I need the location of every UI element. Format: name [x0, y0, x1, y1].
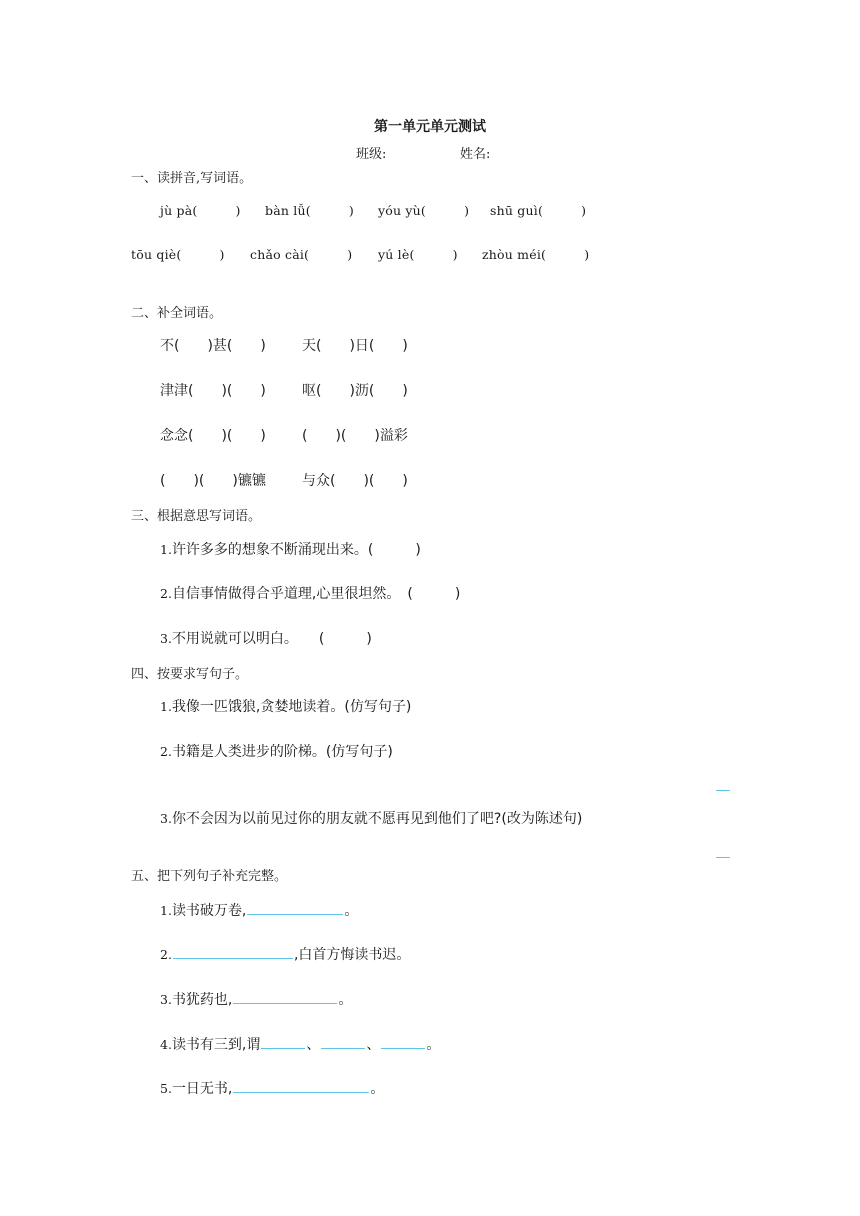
question-number: 3.	[160, 992, 172, 1007]
question-item	[160, 741, 393, 761]
pinyin-item: zhòu méi( )	[482, 247, 590, 262]
question-number: 3.	[160, 631, 172, 646]
fill-after: ,白首方悔读书迟。	[293, 947, 411, 963]
question-number: 1.	[160, 542, 172, 557]
idiom-item: 津津( )( )	[160, 383, 266, 399]
fill-item	[160, 944, 410, 964]
question-text: 你不会因为以前见过你的朋友就不愿再见到他们了吧?(改为陈述句)	[171, 811, 583, 827]
fill-after: 。	[426, 1037, 441, 1053]
question-item	[160, 696, 411, 716]
answer-line[interactable]	[716, 790, 730, 791]
pinyin-item: bàn lǚ( )	[265, 203, 354, 218]
fill-before: 读书破万卷,	[171, 903, 247, 919]
fill-after: 。	[370, 1081, 385, 1097]
question-item	[160, 628, 372, 648]
fill-item	[160, 1034, 440, 1054]
idiom-item: 呕( )沥( )	[302, 383, 408, 399]
question-number: 1.	[160, 699, 172, 714]
fill-after: 。	[338, 992, 353, 1008]
question-number: 4.	[160, 1037, 172, 1052]
fill-item	[160, 1078, 384, 1098]
fill-blank[interactable]	[321, 1034, 365, 1049]
fill-blank[interactable]	[381, 1034, 425, 1049]
idiom-item: ( )( )溢彩	[302, 428, 408, 444]
pinyin-item: jù pà( )	[160, 203, 241, 218]
fill-before: 读书有三到,谓	[171, 1037, 261, 1053]
question-number: 2.	[160, 947, 172, 962]
idiom-item: ( )( )镳镳	[160, 473, 266, 489]
question-item	[160, 583, 460, 603]
pinyin-item: yú lè( )	[378, 247, 458, 262]
page-title: 第一单元单元测试	[374, 119, 486, 135]
fill-before: 书犹药也,	[171, 992, 233, 1008]
question-number: 3.	[160, 811, 172, 826]
question-text: 书籍是人类进步的阶梯。(仿写句子)	[171, 744, 393, 760]
fill-separator: 、	[306, 1037, 321, 1053]
fill-item	[160, 989, 352, 1009]
idiom-item: 与众( )( )	[302, 473, 408, 489]
answer-line[interactable]	[716, 857, 730, 858]
idiom-item: 不( )甚( )	[160, 338, 266, 354]
section3-heading: 三、根据意思写词语。	[131, 509, 262, 524]
question-number: 1.	[160, 903, 172, 918]
pinyin-item: shū guì( )	[490, 203, 587, 218]
class-label: 班级:	[356, 147, 387, 162]
name-label: 姓名:	[460, 147, 491, 162]
section1-heading: 一、读拼音,写词语。	[131, 171, 253, 186]
question-text: 自信事情做得合乎道理,心里很坦然。 ( )	[171, 586, 461, 602]
question-text: 我像一匹饿狼,贪婪地读着。(仿写句子)	[171, 699, 412, 715]
pinyin-item: chǎo cài( )	[250, 247, 353, 262]
question-item	[160, 539, 421, 559]
question-number: 5.	[160, 1081, 172, 1096]
fill-item	[160, 900, 358, 920]
section2-heading: 二、补全词语。	[131, 306, 223, 321]
question-number: 2.	[160, 744, 172, 759]
idiom-item: 念念( )( )	[160, 428, 266, 444]
question-number: 2.	[160, 586, 172, 601]
fill-blank[interactable]	[233, 1078, 369, 1093]
fill-blank[interactable]	[233, 989, 337, 1004]
pinyin-item: tōu qiè( )	[131, 247, 225, 262]
fill-separator: 、	[366, 1037, 381, 1053]
question-item	[160, 808, 582, 828]
idiom-item: 天( )日( )	[302, 338, 408, 354]
section4-heading: 四、按要求写句子。	[131, 667, 249, 682]
section5-heading: 五、把下列句子补充完整。	[131, 869, 288, 884]
fill-blank[interactable]	[247, 900, 343, 915]
question-text: 不用说就可以明白。 ( )	[171, 631, 372, 647]
pinyin-item: yóu yù( )	[378, 203, 470, 218]
fill-before: 一日无书,	[171, 1081, 233, 1097]
fill-blank[interactable]	[173, 944, 293, 959]
question-text: 许许多多的想象不断涌现出来。( )	[171, 542, 421, 558]
fill-blank[interactable]	[261, 1034, 305, 1049]
fill-after: 。	[344, 903, 359, 919]
